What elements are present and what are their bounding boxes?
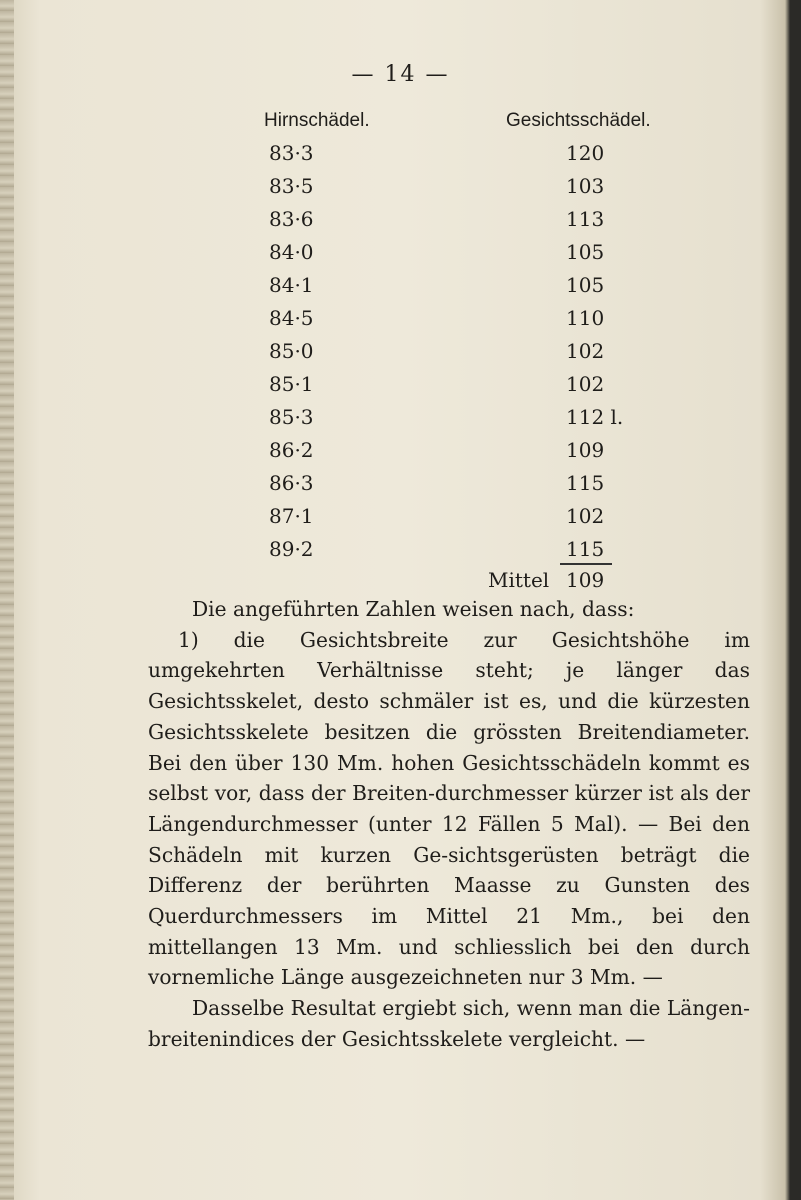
gesicht-value: 115 <box>566 471 605 495</box>
table-row <box>0 339 801 367</box>
gesicht-value: 115 <box>566 537 605 561</box>
gesicht-value: 112 l. <box>566 405 624 429</box>
page-number: — 14 — <box>351 62 450 87</box>
gesicht-value: 113 <box>566 207 605 231</box>
gesicht-value: 105 <box>566 273 605 297</box>
table-row <box>0 207 801 235</box>
column-header-gesichtsschaedel: Gesichtsschädel. <box>506 110 651 131</box>
table-row <box>0 240 801 268</box>
column-header-hirnschaedel: Hirnschädel. <box>264 110 370 131</box>
mittel-value: 109 <box>566 568 605 592</box>
table-row <box>0 306 801 334</box>
gesicht-value: 103 <box>566 174 605 198</box>
hirn-value: 87·1 <box>269 504 314 528</box>
hirn-value: 86·2 <box>269 438 314 462</box>
hirn-value: 85·1 <box>269 372 314 396</box>
hirn-value: 85·3 <box>269 405 314 429</box>
table-row <box>0 438 801 466</box>
gesicht-value: 105 <box>566 240 605 264</box>
hirn-value: 84·0 <box>269 240 314 264</box>
gesicht-value: 102 <box>566 372 605 396</box>
hirn-value: 84·5 <box>269 306 314 330</box>
gesicht-value: 102 <box>566 504 605 528</box>
paragraph-conclusion: Dasselbe Resultat ergiebt sich, wenn man die Längen-breitenindices der Gesichtsskelete vergleicht. — <box>148 996 750 1051</box>
hirn-value: 83·5 <box>269 174 314 198</box>
table-row <box>0 273 801 301</box>
gesicht-value: 120 <box>566 141 605 165</box>
paragraph-point-1: 1) die Gesichtsbreite zur Gesichtshöhe im umgekehrten Verhältnisse steht; je länger das Gesichtsskelet, desto schmäler ist es, und die kürzesten Gesichtsskelete besitzen die grössten Breitendiameter. Bei den über 130 Mm. hohen Gesichtsschädeln kommt es selbst vor, dass der Breiten-durchmesser kürzer ist als der Längendurchmesser (unter 12 Fällen 5 Mal). — Bei den Schädeln mit kurzen Ge-sichtsgerüsten beträgt die Differenz der berührten Maasse zu Gunsten des Querdurchmessers im Mittel 21 Mm., bei den mittellangen 13 Mm. und schliesslich bei den durch vornemliche Länge ausgezeichneten nur 3 Mm. — <box>148 627 750 990</box>
hirn-value: 89·2 <box>269 537 314 561</box>
table-row <box>0 141 801 169</box>
table-row <box>0 537 801 565</box>
table-row <box>0 471 801 499</box>
table-row <box>0 174 801 202</box>
hirn-value: 83·6 <box>269 207 314 231</box>
gesicht-value: 102 <box>566 339 605 363</box>
table-row <box>0 372 801 400</box>
mittel-label: Mittel <box>488 568 550 592</box>
hirn-value: 84·1 <box>269 273 314 297</box>
body-text <box>148 594 750 1055</box>
table-row <box>0 504 801 532</box>
hirn-value: 85·0 <box>269 339 314 363</box>
paragraph-intro: Die angeführten Zahlen weisen nach, dass: <box>192 597 635 621</box>
table-row <box>0 405 801 433</box>
gesicht-value: 110 <box>566 306 605 330</box>
sum-rule <box>560 563 612 565</box>
hirn-value: 83·3 <box>269 141 314 165</box>
hirn-value: 86·3 <box>269 471 314 495</box>
gesicht-value: 109 <box>566 438 605 462</box>
